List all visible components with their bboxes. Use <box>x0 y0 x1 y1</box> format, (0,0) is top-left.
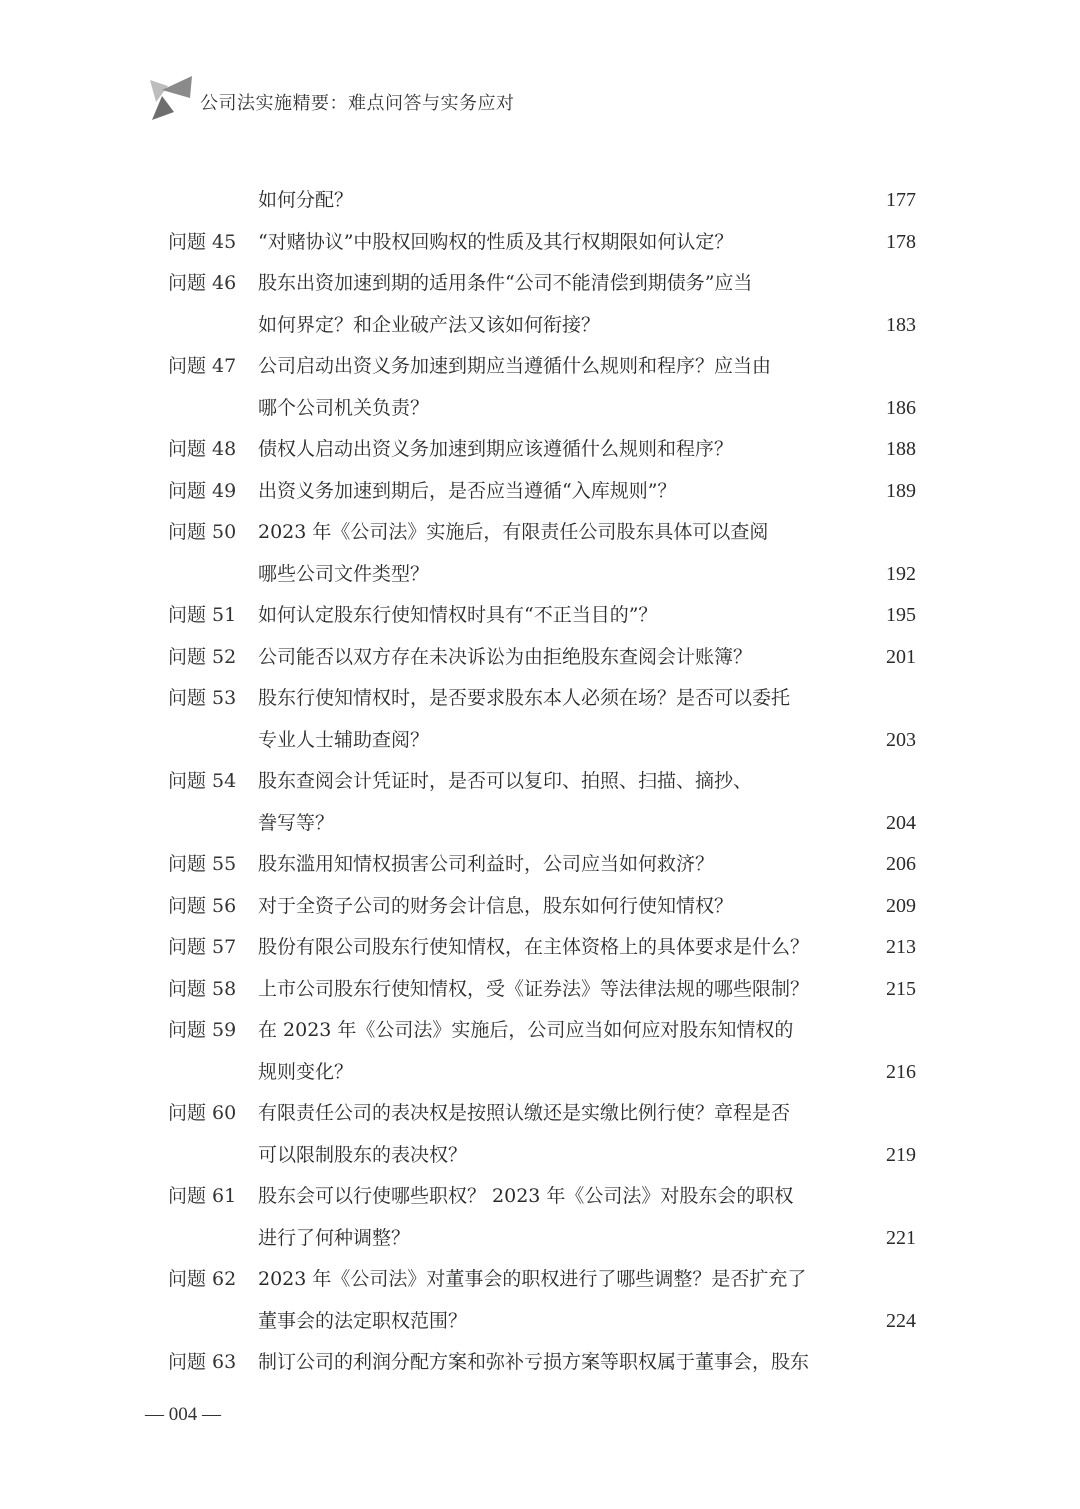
question-number: 问题 60 <box>168 1102 237 1124</box>
toc-row <box>168 595 916 637</box>
toc-row <box>168 263 916 305</box>
question-number: 问题 48 <box>168 438 237 460</box>
toc-row <box>168 346 916 388</box>
question-title: 制订公司的利润分配方案和弥补亏损方案等职权属于董事会，股东 <box>258 1351 810 1373</box>
question-number: 问题 46 <box>168 272 237 294</box>
question-title: 哪个公司机关负责？ <box>258 396 430 419</box>
question-number: 问题 55 <box>168 853 237 875</box>
page-number: 215 <box>886 977 916 1000</box>
question-title: 哪些公司文件类型？ <box>258 562 430 585</box>
toc-row <box>168 1218 916 1260</box>
toc-row <box>168 222 916 264</box>
toc-row <box>168 1093 916 1135</box>
question-title: 债权人启动出资义务加速到期应该遵循什么规则和程序？ <box>258 438 734 460</box>
toc-row <box>168 886 916 928</box>
question-number: 问题 63 <box>168 1351 237 1373</box>
question-number: 问题 51 <box>168 604 237 626</box>
toc-row <box>168 429 916 471</box>
question-number: 问题 49 <box>168 479 237 502</box>
question-number: 问题 62 <box>168 1268 237 1290</box>
question-number: 问题 56 <box>168 894 237 917</box>
toc-row <box>168 388 916 430</box>
toc-row <box>168 1259 916 1301</box>
toc-row <box>168 1010 916 1052</box>
question-title: 如何界定？和企业破产法又该如何衔接？ <box>258 313 601 336</box>
question-title: 公司能否以双方存在未决诉讼为由拒绝股东查阅会计账簿？ <box>258 645 753 668</box>
question-title: 在 2023 年《公司法》实施后，公司应当如何应对股东知情权的 <box>258 1019 794 1041</box>
page-number: 189 <box>886 479 916 502</box>
question-title: 股东会可以行使哪些职权？ 2023 年《公司法》对股东会的职权 <box>258 1185 794 1207</box>
question-title: 如何认定股东行使知情权时具有“不正当目的”？ <box>258 604 658 626</box>
toc-row <box>168 720 916 762</box>
toc-row <box>168 1342 916 1384</box>
question-title: 规则变化？ <box>258 1060 354 1083</box>
question-number: 问题 54 <box>168 770 237 792</box>
question-title: 进行了何种调整？ <box>258 1226 411 1249</box>
question-number: 问题 61 <box>168 1185 237 1207</box>
question-title: “对赌协议”中股权回购权的性质及其行权期限如何认定？ <box>258 230 734 253</box>
question-title: 股东出资加速到期的适用条件“公司不能清偿到期债务”应当 <box>258 272 753 294</box>
page-number: 177 <box>886 189 916 211</box>
page-number: 192 <box>886 562 916 585</box>
question-title: 股东行使知情权时，是否要求股东本人必须在场？是否可以委托 <box>258 687 791 709</box>
page-number: 195 <box>886 604 916 626</box>
page-number: 219 <box>886 1143 916 1166</box>
page-number: 224 <box>886 1309 916 1332</box>
question-title: 股份有限公司股东行使知情权，在主体资格上的具体要求是什么？ <box>258 936 810 958</box>
question-title: 董事会的法定职权范围？ <box>258 1309 468 1332</box>
page-number: 221 <box>886 1226 916 1249</box>
page-number: 201 <box>886 645 916 668</box>
question-title: 上市公司股东行使知情权，受《证券法》等法律法规的哪些限制？ <box>258 977 810 1000</box>
question-title: 2023 年《公司法》对董事会的职权进行了哪些调整？是否扩充了 <box>258 1268 807 1290</box>
question-title: 对于全资子公司的财务会计信息，股东如何行使知情权？ <box>258 894 734 917</box>
page-number: 186 <box>886 396 916 419</box>
question-title: 有限责任公司的表决权是按照认缴还是实缴比例行使？章程是否 <box>258 1102 791 1124</box>
page-number: 178 <box>886 230 916 253</box>
question-title: 如何分配？ <box>258 189 354 211</box>
toc-row <box>168 803 916 845</box>
toc-row <box>168 678 916 720</box>
toc-row <box>168 554 916 596</box>
page-number: 213 <box>886 936 916 958</box>
book-logo-icon <box>148 72 196 122</box>
question-number: 问题 45 <box>168 230 237 253</box>
question-title: 可以限制股东的表决权？ <box>258 1143 468 1166</box>
question-number: 问题 50 <box>168 521 237 543</box>
toc-row <box>168 969 916 1011</box>
question-title: 专业人士辅助查阅？ <box>258 728 430 751</box>
question-number: 问题 58 <box>168 977 237 1000</box>
page-number: 206 <box>886 853 916 875</box>
page-number: 203 <box>886 728 916 751</box>
toc-row <box>168 180 916 222</box>
question-title: 2023 年《公司法》实施后，有限责任公司股东具体可以查阅 <box>258 521 769 543</box>
toc-row <box>168 512 916 554</box>
toc-row <box>168 1176 916 1218</box>
page-folio: — 004 — <box>145 1404 221 1425</box>
toc-row <box>168 1052 916 1094</box>
book-title: 公司法实施精要：难点问答与实务应对 <box>200 93 515 114</box>
question-title: 公司启动出资义务加速到期应当遵循什么规则和程序？应当由 <box>258 355 772 377</box>
question-number: 问题 57 <box>168 936 237 958</box>
question-title: 誊写等？ <box>258 811 335 834</box>
toc-row <box>168 761 916 803</box>
question-title: 股东查阅会计凭证时，是否可以复印、拍照、扫描、摘抄、 <box>258 770 753 792</box>
toc-row <box>168 844 916 886</box>
question-title: 出资义务加速到期后，是否应当遵循“入库规则”？ <box>258 479 677 502</box>
toc-row <box>168 471 916 513</box>
toc-row <box>168 1135 916 1177</box>
question-number: 问题 53 <box>168 687 237 709</box>
page-number: 204 <box>886 811 916 834</box>
question-number: 问题 59 <box>168 1019 237 1041</box>
toc-row <box>168 305 916 347</box>
table-of-contents <box>168 180 916 1384</box>
question-number: 问题 52 <box>168 645 237 668</box>
page-number: 216 <box>886 1060 916 1083</box>
page-number: 209 <box>886 894 916 917</box>
page-number: 188 <box>886 438 916 460</box>
question-number: 问题 47 <box>168 355 237 377</box>
question-title: 股东滥用知情权损害公司利益时，公司应当如何救济？ <box>258 853 715 875</box>
running-header <box>148 72 515 122</box>
page-number: 183 <box>886 313 916 336</box>
toc-row <box>168 637 916 679</box>
toc-row <box>168 927 916 969</box>
toc-row <box>168 1301 916 1343</box>
